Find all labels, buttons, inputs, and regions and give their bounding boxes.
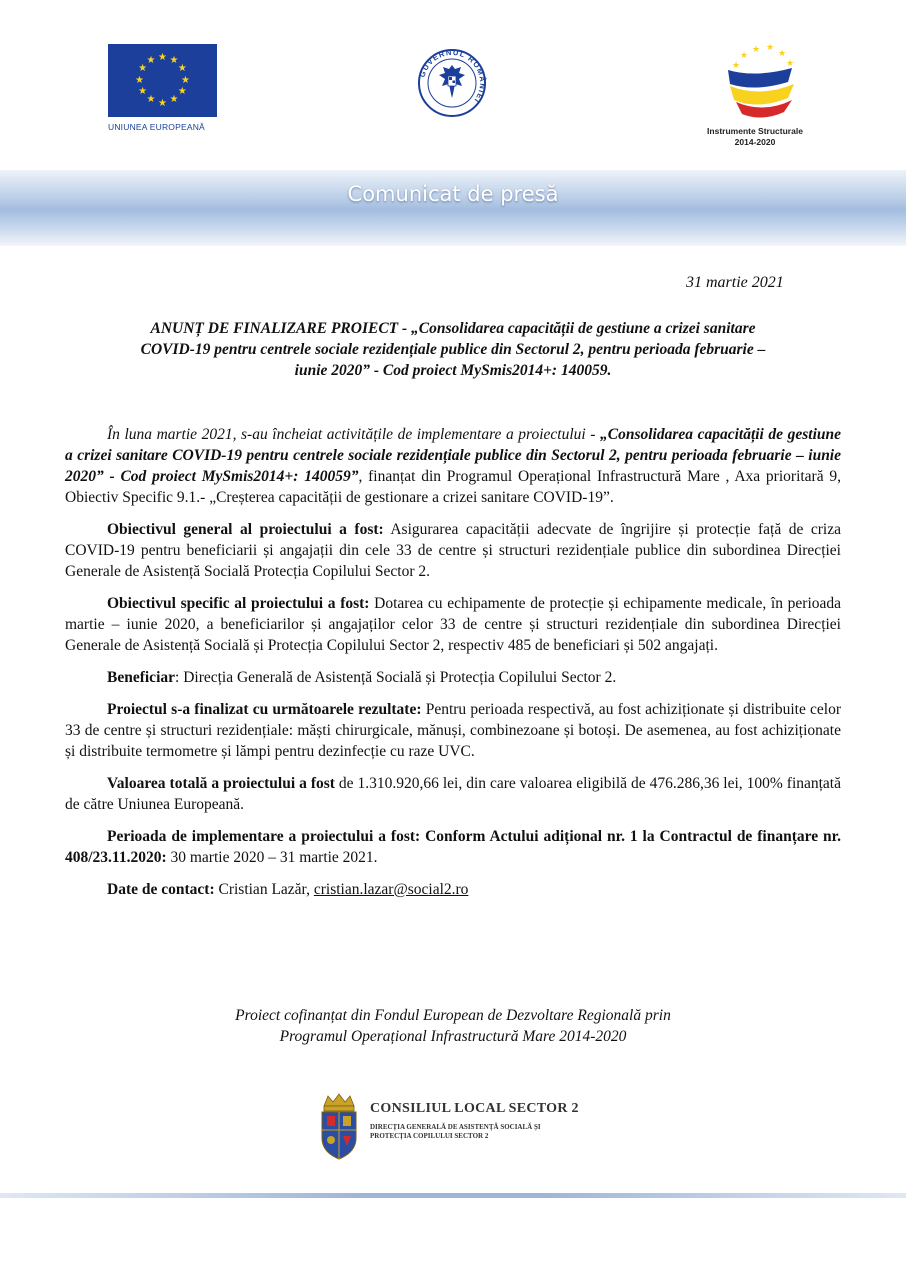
instrumente-structurale-caption bbox=[700, 126, 810, 148]
document-date: 31 martie 2021 bbox=[686, 274, 784, 291]
value-text: de 1.310.920,66 lei, din care valoarea eligibilă de 476.286,36 lei, 100% finanțată de către Uniunea Europeană. bbox=[65, 775, 841, 813]
eu-star-icon: ★ bbox=[181, 74, 190, 86]
intro-rest: , finanțat din Programul Operațional Infrastructură Mare , Axa prioritară 9, Obiectiv Specific 9.1.- „Creșterea capacității de gestionare a crizei sanitare COVID-19”. bbox=[65, 468, 842, 506]
svg-text:★: ★ bbox=[752, 45, 761, 55]
sector-2-crest-icon bbox=[316, 1092, 362, 1162]
announcement-title bbox=[70, 318, 836, 381]
romanian-government-seal-icon bbox=[417, 48, 487, 118]
results-label: Proiectul s-a finalizat cu următoarele rezultate: bbox=[107, 701, 422, 718]
intro-paragraph bbox=[65, 424, 841, 508]
eu-star-icon: ★ bbox=[146, 54, 156, 66]
eu-star-icon: ★ bbox=[158, 97, 167, 109]
consiliul-local-subtitle bbox=[370, 1123, 610, 1141]
banner-title: Comunicat de presă bbox=[347, 182, 559, 206]
cofinancing-note bbox=[80, 1005, 826, 1047]
eu-caption: UNIUNEA EUROPEANĂ bbox=[108, 122, 205, 132]
period-paragraph bbox=[65, 826, 841, 868]
cofinancing-line-2: Programul Operațional Infrastructură Mare 2014-2020 bbox=[279, 1028, 627, 1045]
eu-star-icon: ★ bbox=[146, 94, 156, 106]
eu-star-icon: ★ bbox=[138, 63, 148, 74]
general-objective-paragraph bbox=[65, 519, 841, 582]
gov-seal-text: GUVERNUL ROMÂNIEI bbox=[417, 48, 487, 106]
bottom-divider bbox=[0, 1193, 906, 1198]
intro-project-name: „Consolidarea capacității de gestiune a crizei sanitare COVID-19 pentru centrele sociale rezidențiale publice din Sectorul 2, pentru perioada februarie – iunie 2020” - Cod proiect MySmis2014+: 140059” bbox=[65, 426, 841, 485]
beneficiary-label: Beneficiar bbox=[107, 669, 176, 686]
svg-text:★: ★ bbox=[732, 61, 741, 71]
instrumente-structurale-icon bbox=[700, 40, 810, 124]
consiliul-local-logo bbox=[316, 1092, 616, 1164]
header-logos bbox=[0, 0, 906, 170]
svg-text:★: ★ bbox=[786, 59, 795, 69]
eu-star-icon: ★ bbox=[169, 94, 179, 106]
eu-star-icon: ★ bbox=[135, 74, 144, 86]
svg-text:★: ★ bbox=[740, 51, 749, 61]
contact-paragraph bbox=[65, 879, 841, 900]
announcement-line-1: ANUNȚ DE FINALIZARE PROIECT - „Consolidarea capacității de gestiune a crizei sanitare bbox=[150, 320, 756, 337]
cofinancing-line-1: Proiect cofinanțat din Fondul European de Dezvoltare Regională prin bbox=[235, 1007, 671, 1024]
value-label: Valoarea totală a proiectului a fost bbox=[107, 775, 335, 792]
eu-star-icon: ★ bbox=[169, 54, 179, 66]
results-text: Pentru perioada respectivă, au fost achiziționate și distribuite celor 33 de centre și structuri rezidențiale: măști chirurgicale, mănuși, combinezoane și botoși. De asemenea, au fost achiziționate și distribuite termometre și lămpi pentru dezinfecție cu raze UVC. bbox=[65, 701, 841, 760]
svg-text:★: ★ bbox=[778, 49, 787, 59]
announcement-line-3: iunie 2020” - Cod proiect MySmis2014+: 140059. bbox=[294, 362, 612, 379]
specific-objective-paragraph bbox=[65, 593, 841, 656]
results-paragraph bbox=[65, 699, 841, 762]
eu-star-icon: ★ bbox=[138, 86, 148, 97]
eu-logo bbox=[108, 44, 217, 132]
is-caption-line2: 2014-2020 bbox=[734, 137, 776, 147]
announcement-line-2: COVID-19 pentru centrele sociale rezidențiale publice din Sectorul 2, pentru perioada februarie – bbox=[140, 341, 766, 358]
is-caption-line1: Instrumente Structurale bbox=[707, 126, 803, 136]
general-objective-label: Obiectivul general al proiectului a fost: bbox=[107, 521, 384, 538]
consiliul-local-subtitle-line-2: PROTECȚIA COPILULUI SECTOR 2 bbox=[370, 1132, 489, 1140]
specific-objective-label: Obiectivul specific al proiectului a fost: bbox=[107, 595, 370, 612]
specific-objective-text: Dotarea cu echipamente de protecție și echipamente medicale, în perioada martie – iunie 2020, a beneficiarilor și angajaților celor 33 de centre și structuri rezidențiale din subordinea Direcției Generale de Asistență Socială și Protecția Copilului Sector 2, respectiv 485 de beneficiari și 502 angajați. bbox=[65, 595, 842, 654]
press-release-banner bbox=[0, 170, 906, 246]
eu-flag-icon bbox=[108, 44, 217, 117]
period-text: 30 martie 2020 – 31 martie 2021. bbox=[166, 849, 378, 866]
eu-star-icon: ★ bbox=[177, 63, 187, 74]
svg-text:★: ★ bbox=[766, 43, 775, 53]
general-objective-text: Asigurarea capacității adecvate de îngrijire și protecție față de criza COVID-19 pentru beneficiarii și angajații din cele 33 de centre și structuri rezidențiale publice din subordinea Direcției Generale de Asistență Socială Protecția Copilului Sector 2. bbox=[65, 521, 841, 580]
consiliul-local-subtitle-line-1: DIRECȚIA GENERALĂ DE ASISTENȚĂ SOCIALĂ ȘI bbox=[370, 1123, 541, 1131]
value-paragraph bbox=[65, 773, 841, 815]
consiliul-local-title: CONSILIUL LOCAL SECTOR 2 bbox=[370, 1101, 579, 1116]
contact-label: Date de contact: bbox=[107, 881, 215, 898]
beneficiary-paragraph bbox=[65, 667, 841, 688]
period-label: Perioada de implementare a proiectului a fost: Conform Actului adițional nr. 1 la Contractul de finanțare nr. 408/23.11.2020: bbox=[65, 828, 841, 866]
press-release-body bbox=[65, 424, 841, 911]
intro-lead: În luna martie 2021, s-au încheiat activitățile de implementare a proiectului - bbox=[107, 426, 600, 443]
eu-star-icon: ★ bbox=[158, 51, 167, 63]
contact-email-link[interactable]: cristian.lazar@social2.ro bbox=[313, 881, 469, 898]
eu-star-icon: ★ bbox=[177, 86, 187, 97]
instrumente-structurale-logo bbox=[700, 40, 830, 152]
beneficiary-text: : Direcția Generală de Asistență Socială și Protecția Copilului Sector 2. bbox=[175, 669, 617, 686]
contact-name: Cristian Lazăr, bbox=[214, 881, 314, 898]
